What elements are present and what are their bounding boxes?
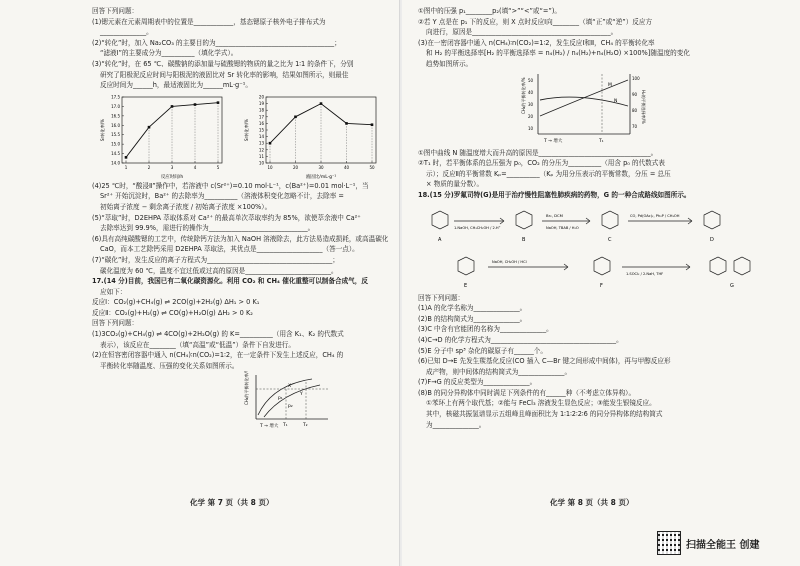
t1-label: T₁	[599, 138, 604, 144]
text-line: 为______________。	[426, 420, 486, 429]
text-line: (2)“转化”时，加入 Na₂CO₃ 的主要目的为____________________________________；	[92, 38, 341, 47]
data-point	[148, 126, 151, 129]
question-18-heading: 18.(15 分)罗氟司特(G)是用于治疗慢性阻塞性肺疾病的药物，G 的一种合成路线如图所示。	[418, 190, 691, 199]
x-tick-label: 2	[147, 164, 151, 170]
text-line: 向进行，原因是__________________________________________。	[426, 28, 618, 37]
text-line: Sr²⁺ 开始沉淀时，Ba²⁺ 的去除率为__________（溶液体积变化忽略不计，去除率 =	[100, 192, 344, 201]
right-tick: 100	[632, 75, 640, 81]
text-line: 和 H₂ 的平衡选择率[H₂ 的平衡选择率 = n₄(H₂) / n₄(H₂)+n₄(H₂O) ×100%]随温度的变化	[426, 49, 690, 58]
point-x-label: X	[288, 384, 292, 390]
y-tick-label: 11	[258, 153, 264, 159]
figure-right-y-label: H₂的平衡选择率/%	[641, 89, 646, 124]
p2-label: p₂	[288, 404, 293, 410]
y-tick-label: 17	[258, 114, 264, 120]
text-line: 回答下列问题：	[418, 293, 465, 302]
synthesis-route-part-2	[418, 247, 790, 293]
left-tick: 50	[528, 77, 534, 83]
text-line: (5)E 分子中 sp³ 杂化的碳原子有______个。	[418, 346, 547, 355]
left-tick: 20	[528, 113, 534, 119]
y-tick-label: 20	[258, 94, 264, 100]
text-line: 回答下列问题：	[92, 7, 139, 15]
y-tick-label: 17.0	[111, 103, 120, 109]
step-4-conditions: CO, Pd(OAc)₂, Ph₃P / CH₃OH	[630, 213, 680, 218]
x-tick-label: 30	[318, 164, 324, 170]
data-point	[371, 123, 374, 126]
qr-code-icon	[658, 532, 680, 554]
y-tick-label: 13	[258, 140, 264, 146]
reaction-2: 反应Ⅱ：CO₂(g)+H₂(g) ⇌ CO(g)+H₂O(g) ΔH₂ > 0 K₂	[92, 308, 253, 317]
y-tick-label: 17.5	[111, 94, 120, 100]
t1-label: T₁	[283, 423, 288, 429]
page-8-footer: 化学 第 8 页（共 8 页）	[550, 498, 634, 507]
text-line: (7)F→G 的反应类型为______________。	[418, 378, 537, 387]
data-point	[345, 122, 348, 125]
text-line: (8)B 的同分异构体中同时满足下列条件的有______种（不考虑立体异构）。	[418, 388, 636, 397]
scanner-watermark	[658, 532, 759, 554]
selectivity-figure	[418, 70, 790, 148]
y-axis-label: Sr转化率/%	[100, 118, 105, 141]
figure-left-y-label: CH₄的平衡转化率/%	[521, 77, 526, 114]
text-line: ①苯环上有两个取代基；②能与 FeCl₃ 溶液发生显色反应；③能发生银镜反应。	[426, 399, 656, 408]
step-1-conditions: 1.NaOH, CH₃CH₂OH / 2.H⁺	[454, 225, 501, 230]
page-7-column	[92, 6, 388, 429]
text-line: 示）；反应Ⅱ的平衡常数 Kₚ=__________（Kₚ 为用分压表示的平衡常数，分压 = 总压	[426, 169, 671, 178]
y-tick-label: 15.0	[111, 141, 120, 147]
data-point	[320, 102, 323, 105]
x-tick-label: 20	[292, 164, 299, 170]
text-line: ②若 Y 点是在 p₁ 下的反应，则 X 点时反应Ⅰ向________（填“正”或“逆”）反应方	[418, 17, 653, 26]
selectivity-diagram	[518, 70, 648, 148]
right-tick: 70	[632, 123, 638, 129]
y-tick-label: 18	[258, 107, 264, 113]
text-line: “滤液Ⅰ”的主要成分为__________（填化学式）。	[100, 49, 238, 58]
x-axis-label: 液固比/mL·g⁻¹	[305, 174, 337, 180]
page-7-footer: 化学 第 7 页（共 8 页）	[190, 498, 274, 507]
synthesis-route-row-1	[418, 201, 790, 247]
y-tick-label: 19	[258, 100, 264, 106]
compound-e-label: E	[464, 282, 468, 289]
x-tick-label: 5	[216, 164, 220, 170]
text-line: (6)具有高纯碳酸锶的工艺中，传统除钙方法为加入 NaOH 溶液除去，此方法易造成损耗，或高温碳化	[92, 234, 388, 243]
text-line: (5)“萃取”时，D2EHPA 萃取体系对 Ca²⁺ 的最高单次萃取率约为 85%，欲使萃余液中 Ca²⁺	[92, 213, 361, 222]
text-line: 研究了阳极泥反应时间与阳极泥的液固比对 Sr 转化率的影响，结果如图所示，则最佳	[100, 70, 349, 79]
step-2-conditions: Br₂, DCM	[546, 212, 563, 218]
conversion-charts	[92, 91, 388, 181]
left-tick: 40	[528, 89, 534, 95]
compound-b-label: B	[522, 236, 526, 243]
text-line: (1)锶元素在元素周期表中的位置是____________，基态锶原子核外电子排布式为	[92, 17, 326, 26]
left-tick: 30	[528, 101, 534, 107]
y-tick-label: 14	[258, 133, 264, 139]
x-tick-label: 4	[193, 164, 197, 170]
text-line: (7)“碳化”时，发生反应的离子方程式为______________________________________；	[92, 255, 339, 264]
text-line: 回答下列问题：	[92, 319, 139, 328]
y-axis-label: Sr转化率/%	[244, 118, 249, 141]
text-line: ______________。	[100, 28, 153, 37]
chart-liquid-solid-ratio	[242, 91, 382, 181]
compound-c-label: C	[608, 236, 612, 243]
data-point	[171, 105, 174, 108]
x-tick-label: 1	[124, 164, 128, 170]
data-point	[217, 101, 220, 104]
x-tick-label: 40	[343, 164, 350, 170]
curve-m-label: M	[608, 82, 612, 88]
text-line: 碳化温度为 60 ℃，温度不宜过低或过高的原因是__________________________。	[100, 266, 338, 275]
x-tick-label: 50	[369, 164, 375, 170]
y-tick-label: 15.5	[111, 131, 120, 137]
p1-label: p₁	[278, 396, 283, 402]
y-tick-label: 10	[258, 160, 264, 166]
series-line	[126, 102, 218, 157]
watermark-text: 扫描全能王 创建	[686, 539, 760, 551]
compound-g-label: G	[730, 282, 734, 289]
y-tick-label: 15	[258, 127, 264, 133]
synthesis-route-row-2	[418, 247, 790, 293]
ch4-pressure-diagram	[242, 371, 332, 429]
data-point	[194, 103, 197, 106]
text-line: 表示），该反应在________（填“高温”或“低温”）条件下自发进行。	[100, 340, 295, 349]
text-line: (2)B 的结构简式为______________。	[418, 314, 527, 323]
left-tick: 10	[528, 125, 534, 131]
compound-d-label: D	[710, 236, 714, 243]
figure-x-label: T → 增大	[544, 138, 563, 144]
text-line: 应如下：	[100, 287, 127, 296]
figure-x-label: T → 增大	[260, 424, 279, 430]
text-line: 其中，核磁共振氢谱显示五组峰且峰面积比为 1∶1∶2∶2∶6 的同分异构体的结构简式	[426, 410, 663, 419]
data-point	[294, 115, 297, 118]
text-line: (1)A 的化学名称为______________。	[418, 304, 527, 313]
step-6-conditions: 1.SOCl₂ / 2.NaH, THF	[626, 271, 664, 276]
text-line: 趋势如图所示。	[426, 59, 473, 68]
text-line: ①图中曲线 N 随温度增大而升高的原因是__________________________________。	[418, 148, 658, 157]
y-tick-label: 12	[258, 147, 264, 153]
text-line: (2)在恒容密闭容器中通入 n(CH₄)∶n(CO₂)=1∶2，在一定条件下发生上述反应，CH₄ 的	[92, 351, 344, 360]
y-tick-label: 14.5	[111, 150, 120, 156]
x-tick-label: 3	[170, 164, 174, 170]
text-line: (3)“转化”时，在 65 ℃、碳酸钠的添加量与硫酸锶的物质的量之比为 1∶1 的条件下，分别	[92, 59, 354, 68]
t2-label: T₂	[303, 423, 308, 429]
question-17-heading: 17.(14 分)目前，我国已有二氧化碳资源化。利用 CO₂ 和 CH₄ 催化重整可以制备合成气，反	[92, 277, 368, 286]
data-point	[125, 156, 128, 159]
text-line: (4)25 ℃时，“酸浸Ⅱ”操作中，若溶液中 c(Sr²⁺)=0.10 mol·L⁻¹，c(Ba²⁺)=0.01 mol·L⁻¹，当	[92, 181, 369, 190]
text-line: 初始离子浓度 − 剩余离子浓度 / 初始离子浓度 ×100%）。	[100, 202, 272, 211]
exam-page-8	[402, 0, 800, 566]
compound-a-label: A	[438, 236, 442, 243]
text-line: 成产物，则中间体的结构简式为______________。	[426, 367, 572, 376]
figure-y-label: CH₄的平衡转化率/%	[244, 371, 249, 406]
x-axis-label: 反应时间/h	[160, 174, 184, 180]
text-line: ①图中的压强 p₁________p₂(填“>”“<”或“=”)。	[418, 7, 562, 15]
text-line: 去除率达到 99.9%，需进行的操作为______________________________。	[100, 224, 315, 233]
synthesis-route-part-1	[418, 201, 790, 247]
y-tick-label: 16.0	[111, 122, 120, 128]
x-tick-label: 10	[267, 164, 273, 170]
text-line: ②T₁ 时，若平衡体系的总压强为 p₀，CO₂ 的分压为__________（用含 p₀ 的代数式表	[418, 159, 665, 168]
step-3-conditions: NaOH, TBAB / H₂O	[546, 225, 579, 230]
point-y-label: Y	[300, 392, 303, 398]
step-5-conditions: NaOH, CH₃OH / HCl	[492, 259, 527, 264]
text-line: (3)在一密闭容器中通入 n(CH₄)∶n(CO₂)=1∶2，发生反应Ⅰ和Ⅱ，CH₄ 的平衡转化率	[418, 38, 655, 47]
text-line: 平衡转化率随温度、压强的变化关系如图所示。	[100, 361, 239, 370]
right-tick: 90	[632, 91, 638, 97]
curve-n-label: N	[614, 98, 618, 104]
reaction-1: 反应Ⅰ：CO₂(g)+CH₄(g) ⇌ 2CO(g)+2H₂(g) ΔH₁ > 0 K₁	[92, 298, 260, 307]
text-line: 反应时间为______h，最适液固比为______mL·g⁻¹。	[100, 81, 252, 90]
data-point	[269, 142, 272, 145]
y-tick-label: 16.5	[111, 113, 120, 119]
compound-f-label: F	[600, 282, 603, 289]
text-line: × 物质的量分数）。	[426, 180, 484, 189]
text-line: CaO，而本工艺除钙采用 D2EHPA 萃取法，其优点是____________________（答一点）。	[100, 245, 359, 254]
text-line: (6)已知 D→E 先发生羰基化反应(CO 插入 C—Br 键之间形成中间体)，再与甲醇反应形	[418, 357, 671, 366]
page-8-column	[418, 6, 790, 430]
chart-reaction-time	[98, 91, 228, 181]
y-tick-label: 16	[258, 120, 264, 126]
text-line: (3)C 中含有官能团的名称为______________。	[418, 325, 553, 334]
y-tick-label: 14.0	[111, 160, 120, 166]
text-line: (1)3CO₂(g)+CH₄(g) ⇌ 4CO(g)+2H₂O(g) 的 K=__________（用含 K₁、K₂ 的代数式	[92, 330, 344, 339]
right-tick: 80	[632, 107, 638, 113]
text-line: (4)C→D 的化学方程式为______________________________________。	[418, 335, 623, 344]
